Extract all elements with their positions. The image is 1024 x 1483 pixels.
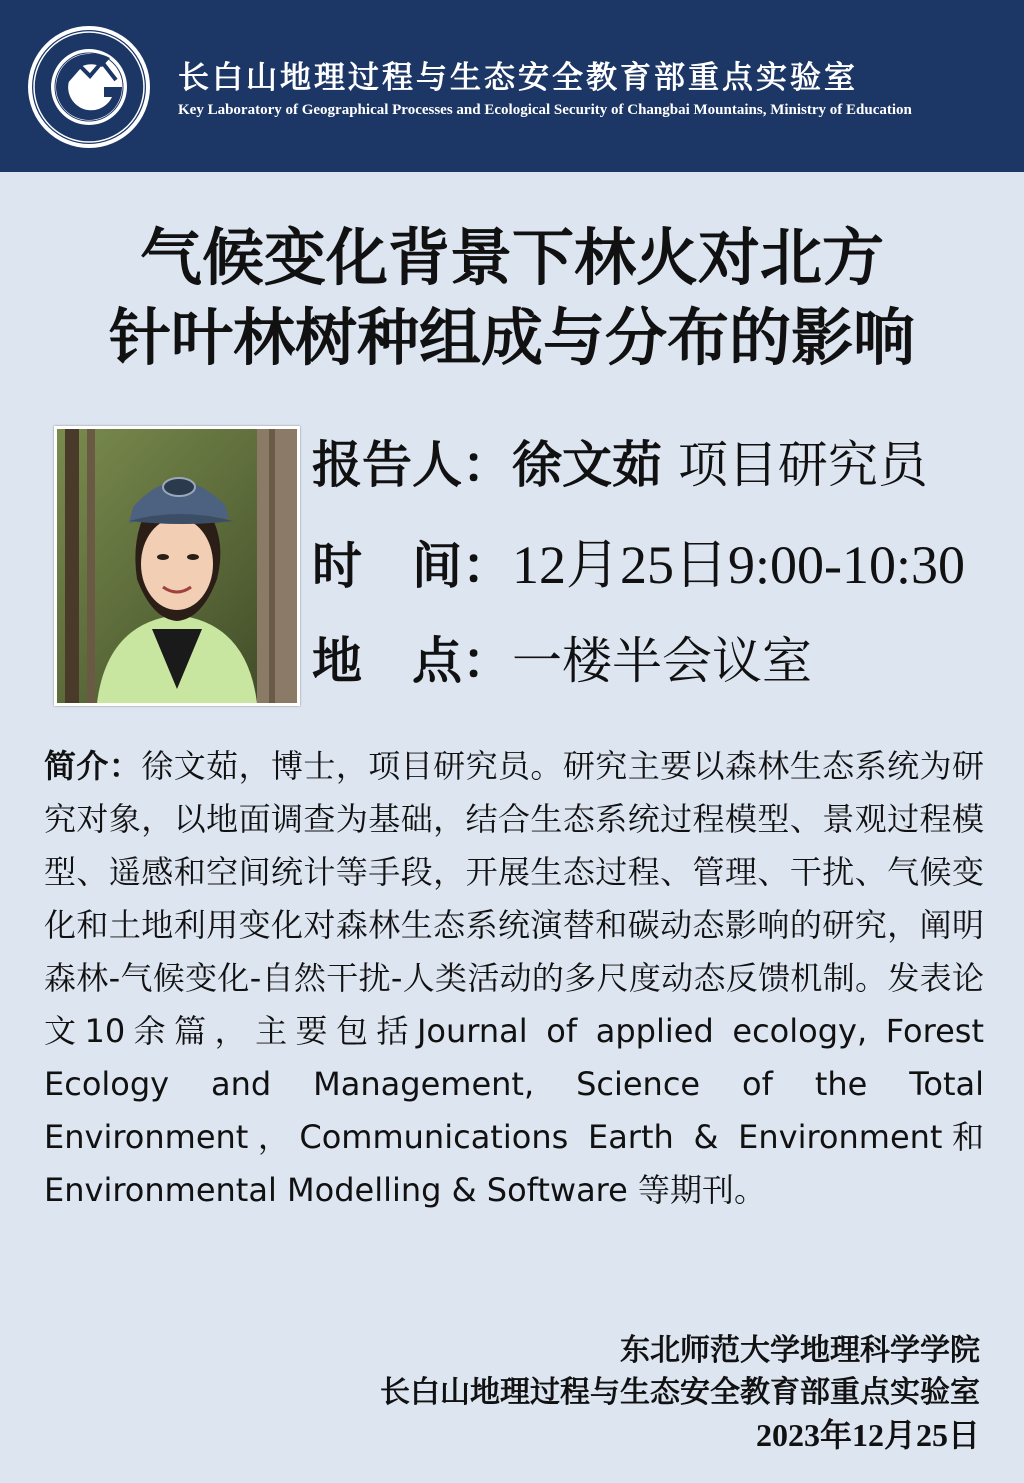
talk-title-line-2: 针叶林树种组成与分布的影响 (108, 301, 915, 374)
lab-name-cn: 长白山地理过程与生态安全教育部重点实验室 (178, 60, 858, 96)
speaker-row (312, 430, 1012, 500)
place-row (312, 626, 1012, 696)
speaker-photo (54, 426, 300, 706)
speaker-intro (44, 740, 984, 1217)
intro-label: 简介： (44, 747, 142, 785)
speaker-name: 徐文茹 (512, 436, 662, 494)
speaker-label: 报告人： (312, 436, 512, 494)
time-label: 时 间： (312, 537, 512, 595)
footer-date: 2023年12月25日 (755, 1417, 980, 1453)
time-row (312, 530, 1012, 600)
speaker-title: 项目研究员 (662, 436, 928, 494)
place-label: 地 点： (312, 632, 512, 690)
header-banner (0, 0, 1024, 172)
footer-lab: 长白山地理过程与生态安全教育部重点实验室 (380, 1375, 980, 1410)
lab-name-en: Key Laboratory of Geographical Processes and Ecological Security of Changbai Mountains, Ministry of Education (178, 102, 912, 118)
time-value: 12月25日9:00-10:30 (512, 535, 965, 595)
footer-school: 东北师范大学地理科学学院 (620, 1333, 980, 1368)
footer-signature (220, 1330, 980, 1456)
university-logo-icon (26, 24, 152, 150)
place-value: 一楼半会议室 (512, 632, 812, 690)
talk-title (0, 218, 1024, 378)
talk-title-line-1: 气候变化背景下林火对北方 (139, 221, 884, 294)
intro-text: 徐文茹，博士，项目研究员。研究主要以森林生态系统为研究对象，以地面调查为基础，结合生态系统过程模型、景观过程模型、遥感和空间统计等手段，开展生态过程、管理、干扰、气候变化和土地利用变化对森林生态系统演替和碳动态影响的研究，阐明森林-气候变化-自然干扰-人类活动的多尺度动态反馈机制。发表论文10余篇，主要包括Journal of applied ecology, Forest Ecology and Management, Science of the Total Environment，Communications Earth & Environment和Environmental Modelling & Software 等期刊。 (44, 747, 984, 1209)
